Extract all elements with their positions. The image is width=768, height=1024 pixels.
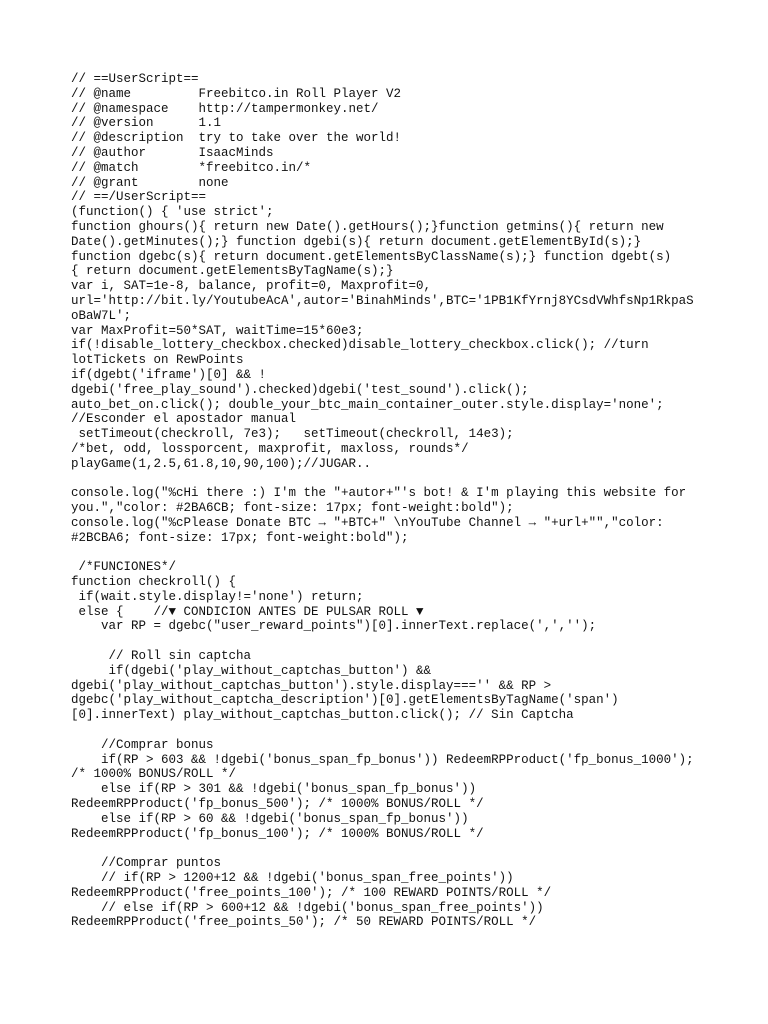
code-line: if(wait.style.display!='none') return; [71, 589, 364, 604]
code-line: RedeemRPProduct('free_points_100'); /* 100 REWARD POINTS/ROLL */ [71, 885, 552, 900]
code-line: if(dgebt('iframe')[0] && ! [71, 367, 267, 382]
code-line: // else if(RP > 600+12 && !dgebi('bonus_span_free_points')) [71, 900, 544, 915]
code-line: if(dgebi('play_without_captchas_button') && [71, 663, 432, 678]
code-line: #2BCBA6; font-size: 17px; font-weight:bold"); [71, 530, 409, 545]
code-line: { return document.getElementsByTagName(s);} [71, 264, 394, 279]
code-line: Date().getMinutes();} function dgebi(s){ return document.getElementById(s);} [71, 234, 642, 249]
code-line: RedeemRPProduct('free_points_50'); /* 50 REWARD POINTS/ROLL */ [71, 915, 537, 930]
code-line: if(RP > 603 && !dgebi('bonus_span_fp_bonus')) RedeemRPProduct('fp_bonus_1000'); [71, 752, 694, 767]
code-line: dgebc('play_without_captcha_description')[0].getElementsByTagName('span') [71, 693, 619, 708]
code-line: if(!disable_lottery_checkbox.checked)disable_lottery_checkbox.click(); //turn [71, 338, 649, 353]
code-line: RedeemRPProduct('fp_bonus_100'); /* 1000% BONUS/ROLL */ [71, 826, 484, 841]
code-line: // if(RP > 1200+12 && !dgebi('bonus_span_free_points')) [71, 871, 514, 886]
code-line: console.log("%cPlease Donate BTC → "+BTC+" \nYouTube Channel → "+url+"","color: [71, 515, 664, 530]
code-line [71, 634, 711, 649]
code-line: // @version 1.1 [71, 116, 222, 131]
code-line: // @name Freebitco.in Roll Player V2 [71, 86, 402, 101]
code-line: url='http://bit.ly/YoutubeAcA',autor='BinahMinds',BTC='1PB1KfYrnj8YCsdVWhfsNp1RkpaS [71, 293, 694, 308]
code-line: // @grant none [71, 175, 229, 190]
code-line: var i, SAT=1e-8, balance, profit=0, Maxprofit=0, [71, 279, 432, 294]
code-line [71, 546, 711, 561]
code-line: // Roll sin captcha [71, 649, 252, 664]
code-line: [0].innerText) play_without_captchas_button.click(); // Sin Captcha [71, 708, 574, 723]
code-line: // @description try to take over the world! [71, 131, 402, 146]
code-listing [71, 72, 711, 930]
code-line [71, 472, 711, 487]
code-line: else if(RP > 301 && !dgebi('bonus_span_fp_bonus')) [71, 782, 477, 797]
code-line: // @namespace http://tampermonkey.net/ [71, 101, 379, 116]
code-line: console.log("%cHi there :) I'm the "+autor+"'s bot! & I'm playing this website for [71, 486, 687, 501]
code-line: playGame(1,2.5,61.8,10,90,100);//JUGAR.. [71, 456, 372, 471]
code-line: auto_bet_on.click(); double_your_btc_main_container_outer.style.display='none'; [71, 397, 664, 412]
code-line: // ==/UserScript== [71, 190, 207, 205]
code-line: setTimeout(checkroll, 7e3); setTimeout(checkroll, 14e3); [71, 427, 514, 442]
code-line: //Comprar puntos [71, 856, 222, 871]
code-line: // ==UserScript== [71, 72, 199, 86]
code-line [71, 723, 711, 738]
code-line: /*FUNCIONES*/ [71, 560, 177, 575]
code-line: // @match *freebitco.in/* [71, 160, 312, 175]
code-line: function checkroll() { [71, 575, 237, 590]
code-line: else { //▼ CONDICION ANTES DE PULSAR ROLL ▼ [71, 604, 424, 619]
code-line [71, 841, 711, 856]
code-line: var MaxProfit=50*SAT, waitTime=15*60e3; [71, 323, 364, 338]
code-line: // @author IsaacMinds [71, 145, 274, 160]
code-line: function ghours(){ return new Date().getHours();}function getmins(){ return new [71, 219, 664, 234]
code-line: var RP = dgebc("user_reward_points")[0].innerText.replace(',',''); [71, 619, 604, 634]
code-line: dgebi('play_without_captchas_button').style.display==='' && RP > [71, 678, 552, 693]
code-line: //Esconder el apostador manual [71, 412, 297, 427]
code-line: (function() { 'use strict'; [71, 205, 274, 220]
code-line: dgebi('free_play_sound').checked)dgebi('test_sound').click(); [71, 382, 529, 397]
code-line: RedeemRPProduct('fp_bonus_500'); /* 1000% BONUS/ROLL */ [71, 797, 484, 812]
code-line: /*bet, odd, lossporcent, maxprofit, maxloss, rounds*/ [71, 441, 469, 456]
code-line: function dgebc(s){ return document.getElementsByClassName(s);} function dgebt(s) [71, 249, 672, 264]
code-line: you.","color: #2BA6CB; font-size: 17px; font-weight:bold"); [71, 501, 514, 516]
code-line: //Comprar bonus [71, 737, 214, 752]
code-line: else if(RP > 60 && !dgebi('bonus_span_fp_bonus')) [71, 811, 469, 826]
code-line: /* 1000% BONUS/ROLL */ [71, 767, 237, 782]
code-line: lotTickets on RewPoints [71, 353, 244, 368]
code-line: oBaW7L'; [71, 308, 132, 323]
